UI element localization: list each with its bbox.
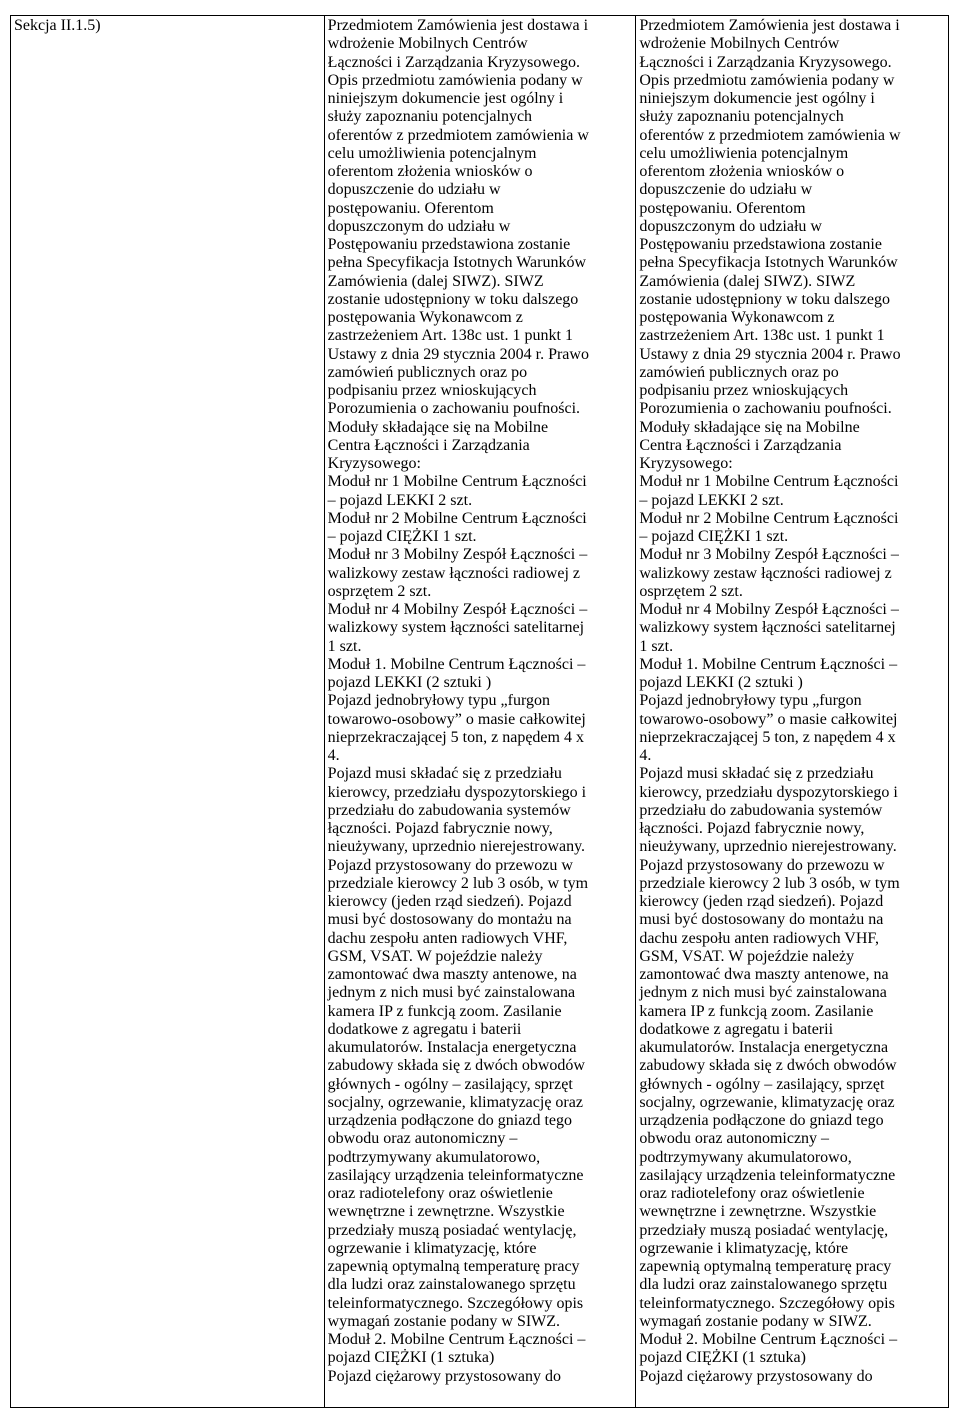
description-line: pojazd LEKKI (2 sztuki ) <box>327 674 492 691</box>
description-line: obwodu oraz autonomiczny – <box>327 1130 518 1148</box>
description-line: zamontować dwa maszty antenowe, na <box>639 966 889 983</box>
description-line: kierowcy, przedziału dyspozytorskiego i <box>639 783 898 801</box>
description-line: urządzenia podłączone do gniazd tego <box>327 1112 572 1129</box>
description-line: nieprzekraczającej 5 ton, z napędem 4 x <box>639 728 896 746</box>
description-line: dachu zespołu anten radiowych VHF, <box>327 929 568 947</box>
description-line: – pojazd CIĘŻKI 1 szt. <box>327 528 477 545</box>
description-line: służy zapoznaniu potencjalnych <box>639 108 844 126</box>
description-line: oraz radiotelefony oraz oświetlenie <box>327 1185 553 1202</box>
description-line: Pojazd jednobryłowy typu „furgon <box>327 692 551 710</box>
description-line: teleinformatycznego. Szczegółowy opis <box>639 1294 895 1312</box>
description-line: Łączności i Zarządzania Kryzysowego. <box>327 53 580 71</box>
description-line: walizkowy zestaw łączności radiowej z <box>327 564 581 582</box>
description-line: Moduł 2. Mobilne Centrum Łączności – <box>327 1331 586 1348</box>
description-line: 4. <box>639 747 652 764</box>
description-line: towarowo-osobowy” o masie całkowitej <box>327 710 586 728</box>
description-line: kierowcy (jeden rząd siedzeń). Pojazd <box>327 893 572 910</box>
description-line: GSM, VSAT. W pojeździe należy <box>639 947 855 965</box>
description-line: postępowania Wykonawcom z <box>327 309 523 326</box>
description-line: Centra Łączności i Zarządzania <box>639 436 842 454</box>
description-line: osprzętem 2 szt. <box>327 582 432 600</box>
description-line: Pojazd przystosowany do przewozu w <box>639 856 885 874</box>
description-line: – pojazd CIĘŻKI 1 szt. <box>639 528 789 545</box>
description-line: ogrzewanie i klimatyzację, które <box>639 1239 849 1257</box>
description-line: zostanie udostępniony w toku dalszego <box>639 290 890 308</box>
description-line: wymagań zostanie podany w SIWZ. <box>639 1312 872 1330</box>
description-line: Moduł nr 3 Mobilny Zespół Łączności – <box>327 546 588 564</box>
description-line: zasilający urządzenia teleinformatyczne <box>639 1166 896 1184</box>
description-line: Moduł 2. Mobilne Centrum Łączności – <box>639 1331 898 1348</box>
section-table <box>10 15 949 1408</box>
section-label-cell <box>11 16 325 1408</box>
description-line: pojazd CIĘŻKI (1 sztuka) <box>639 1349 806 1367</box>
description-line: nieużywany, uprzednio nierejestrowany. <box>639 838 897 856</box>
description-line: Opis przedmiotu zamówienia podany w <box>327 71 583 89</box>
description-line: oferentów z przedmiotem zamówienia w <box>639 126 901 144</box>
description-line: Pojazd ciężarowy przystosowany do <box>639 1367 873 1385</box>
description-line: Przedmiotem Zamówienia jest dostawa i <box>327 17 589 34</box>
description-line: Moduł nr 2 Mobilne Centrum Łączności <box>327 509 587 527</box>
description-line: 1 szt. <box>327 637 362 655</box>
description-line: dopuszczonym do udziału w <box>327 217 511 235</box>
description-line: oferentom złożenia wniosków o <box>639 163 845 180</box>
description-line: Pojazd musi składać się z przedziału <box>639 765 874 783</box>
description-line: socjalny, ogrzewanie, klimatyzację oraz <box>639 1093 895 1111</box>
table-row <box>11 16 949 1408</box>
description-line: dla ludzi oraz zainstalowanego sprzętu <box>327 1276 576 1294</box>
description-line: Moduł nr 1 Mobilne Centrum Łączności <box>327 473 587 491</box>
description-line: zastrzeżeniem Art. 138c ust. 1 punkt 1 <box>327 327 573 345</box>
description-line: Porozumienia o zachowaniu poufności. <box>327 400 581 418</box>
description-line: Postępowaniu przedstawiona zostanie <box>639 236 882 253</box>
description-line: przedziały muszą posiadać wentylację, <box>639 1221 889 1239</box>
description-line: przedziale kierowcy 2 lub 3 osób, w tym <box>327 874 589 892</box>
description-line: pełna Specyfikacja Istotnych Warunków <box>639 254 898 272</box>
description-line: nieużywany, uprzednio nierejestrowany. <box>327 838 586 856</box>
description-line: postępowaniu. Oferentom <box>327 199 494 217</box>
section-label: Sekcja II.1.5) <box>14 17 101 34</box>
description-line: musi być dostosowany do montażu na <box>327 911 572 929</box>
description-line: kierowcy (jeden rząd siedzeń). Pojazd <box>639 893 884 910</box>
description-line: podtrzymywany akumulatorowo, <box>639 1148 852 1166</box>
description-line: Moduł nr 4 Mobilny Zespół Łączności – <box>639 601 899 618</box>
description-line: Moduł 1. Mobilne Centrum Łączności – <box>327 655 586 673</box>
description-line: wewnętrzne i zewnętrzne. Wszystkie <box>639 1203 877 1221</box>
description-line: Opis przedmiotu zamówienia podany w <box>639 71 895 89</box>
description-line: dachu zespołu anten radiowych VHF, <box>639 929 880 947</box>
description-line: 4. <box>327 747 340 764</box>
description-line: 1 szt. <box>639 637 674 655</box>
description-line: walizkowy system łączności satelitarnej <box>639 619 896 637</box>
description-line: akumulatorów. Instalacja energetyczna <box>639 1039 889 1056</box>
description-line: podtrzymywany akumulatorowo, <box>327 1148 541 1166</box>
description-line: GSM, VSAT. W pojeździe należy <box>327 947 543 965</box>
description-line: Moduł nr 4 Mobilny Zespół Łączności – <box>327 601 588 618</box>
description-line: jednym z nich musi być zainstalowana <box>639 984 887 1002</box>
description-cell-amended <box>636 16 949 1408</box>
description-line: przedziały muszą posiadać wentylację, <box>327 1221 577 1239</box>
description-line: – pojazd LEKKI 2 szt. <box>639 491 784 509</box>
description-line: teleinformatycznego. Szczegółowy opis <box>327 1294 584 1312</box>
description-line: – pojazd LEKKI 2 szt. <box>327 491 473 509</box>
description-line: wdrożenie Mobilnych Centrów <box>327 35 528 53</box>
description-line: walizkowy zestaw łączności radiowej z <box>639 564 892 582</box>
description-line: kamera IP z funkcją zoom. Zasilanie <box>327 1002 562 1020</box>
description-line: przedziału do zabudowania systemów <box>639 801 883 819</box>
description-line: oraz radiotelefony oraz oświetlenie <box>639 1185 865 1202</box>
description-line: zapewnią optymalną temperaturę pracy <box>327 1258 580 1275</box>
description-text-amended <box>639 17 945 1386</box>
description-line: Pojazd jednobryłowy typu „furgon <box>639 692 862 710</box>
description-line: zabudowy składa się z dwóch obwodów <box>639 1057 897 1075</box>
description-line: celu umożliwienia potencjalnym <box>327 144 537 162</box>
description-line: socjalny, ogrzewanie, klimatyzację oraz <box>327 1093 583 1111</box>
description-line: pełna Specyfikacja Istotnych Warunków <box>327 254 587 272</box>
description-line: wewnętrzne i zewnętrzne. Wszystkie <box>327 1203 565 1221</box>
description-line: Moduł 1. Mobilne Centrum Łączności – <box>639 655 898 673</box>
description-line: walizkowy system łączności satelitarnej <box>327 619 585 637</box>
description-line: Pojazd przystosowany do przewozu w <box>327 856 573 874</box>
description-line: Moduły składające się na Mobilne <box>639 418 860 436</box>
description-line: Postępowaniu przedstawiona zostanie <box>327 236 571 253</box>
description-line: postępowaniu. Oferentom <box>639 199 806 217</box>
description-line: Zamówienia (dalej SIWZ). SIWZ <box>327 272 544 290</box>
description-line: wdrożenie Mobilnych Centrów <box>639 35 840 53</box>
description-line: Przedmiotem Zamówienia jest dostawa i <box>639 17 900 34</box>
description-line: Pojazd musi składać się z przedziału <box>327 765 562 783</box>
description-line: Moduł nr 2 Mobilne Centrum Łączności <box>639 509 899 527</box>
description-line: głównych - ogólny – zasilający, sprzęt <box>327 1075 573 1093</box>
description-line: przedziale kierowcy 2 lub 3 osób, w tym <box>639 874 900 892</box>
description-line: zamontować dwa maszty antenowe, na <box>327 966 577 983</box>
description-line: zastrzeżeniem Art. 138c ust. 1 punkt 1 <box>639 327 885 345</box>
description-line: dla ludzi oraz zainstalowanego sprzętu <box>639 1276 888 1294</box>
description-line: akumulatorów. Instalacja energetyczna <box>327 1039 577 1056</box>
description-line: Moduł nr 3 Mobilny Zespół Łączności – <box>639 546 899 564</box>
description-line: jednym z nich musi być zainstalowana <box>327 984 576 1002</box>
description-line: obwodu oraz autonomiczny – <box>639 1130 830 1148</box>
description-line: towarowo-osobowy” o masie całkowitej <box>639 710 898 728</box>
description-line: zasilający urządzenia teleinformatyczne <box>327 1166 584 1184</box>
description-line: zapewnią optymalną temperaturę pracy <box>639 1258 892 1275</box>
description-line: niniejszym dokumencie jest ogólny i <box>639 90 875 107</box>
description-line: Moduł nr 1 Mobilne Centrum Łączności <box>639 473 899 491</box>
description-line: osprzętem 2 szt. <box>639 582 743 600</box>
description-line: łączności. Pojazd fabrycznie nowy, <box>327 820 553 837</box>
description-line: nieprzekraczającej 5 ton, z napędem 4 x <box>327 728 584 746</box>
description-line: musi być dostosowany do montażu na <box>639 911 884 929</box>
description-line: celu umożliwienia potencjalnym <box>639 144 849 162</box>
description-text-original <box>328 17 633 1386</box>
description-line: Ustawy z dnia 29 stycznia 2004 r. Prawo <box>327 345 589 363</box>
description-line: podpisaniu przez wnioskujących <box>327 382 537 399</box>
description-line: dopuszczenie do udziału w <box>639 181 813 199</box>
description-line: postępowania Wykonawcom z <box>639 309 835 326</box>
description-line: oferentów z przedmiotem zamówienia w <box>327 126 589 144</box>
description-line: dodatkowe z agregatu i baterii <box>327 1020 522 1038</box>
description-line: Kryzysowego: <box>639 455 733 472</box>
description-line: urządzenia podłączone do gniazd tego <box>639 1112 884 1129</box>
description-line: łączności. Pojazd fabrycznie nowy, <box>639 820 865 837</box>
description-line: Zamówienia (dalej SIWZ). SIWZ <box>639 272 856 290</box>
description-line: zabudowy składa się z dwóch obwodów <box>327 1057 585 1075</box>
description-line: zostanie udostępniony w toku dalszego <box>327 290 579 308</box>
description-line: dodatkowe z agregatu i baterii <box>639 1020 834 1038</box>
description-line: Kryzysowego: <box>327 455 421 472</box>
description-line: dopuszczenie do udziału w <box>327 181 501 199</box>
description-line: służy zapoznaniu potencjalnych <box>327 108 533 126</box>
description-line: Pojazd ciężarowy przystosowany do <box>327 1367 561 1385</box>
description-line: wymagań zostanie podany w SIWZ. <box>327 1312 561 1330</box>
description-line: zamówień publicznych oraz po <box>327 363 528 381</box>
description-line: Łączności i Zarządzania Kryzysowego. <box>639 53 892 71</box>
description-line: oferentom złożenia wniosków o <box>327 163 533 180</box>
description-line: kamera IP z funkcją zoom. Zasilanie <box>639 1002 874 1020</box>
description-line: Ustawy z dnia 29 stycznia 2004 r. Prawo <box>639 345 901 363</box>
description-line: ogrzewanie i klimatyzację, które <box>327 1239 537 1257</box>
description-cell-original <box>324 16 636 1408</box>
description-line: pojazd LEKKI (2 sztuki ) <box>639 674 803 691</box>
description-line: Centra Łączności i Zarządzania <box>327 436 530 454</box>
description-line: dopuszczonym do udziału w <box>639 217 822 235</box>
description-line: zamówień publicznych oraz po <box>639 363 839 381</box>
description-line: głównych - ogólny – zasilający, sprzęt <box>639 1075 885 1093</box>
description-line: kierowcy, przedziału dyspozytorskiego i <box>327 783 587 801</box>
description-line: niniejszym dokumencie jest ogólny i <box>327 90 564 107</box>
description-line: Porozumienia o zachowaniu poufności. <box>639 400 892 418</box>
description-line: podpisaniu przez wnioskujących <box>639 382 849 399</box>
description-line: Moduły składające się na Mobilne <box>327 418 549 436</box>
description-line: pojazd CIĘŻKI (1 sztuka) <box>327 1349 495 1367</box>
description-line: przedziału do zabudowania systemów <box>327 801 571 819</box>
